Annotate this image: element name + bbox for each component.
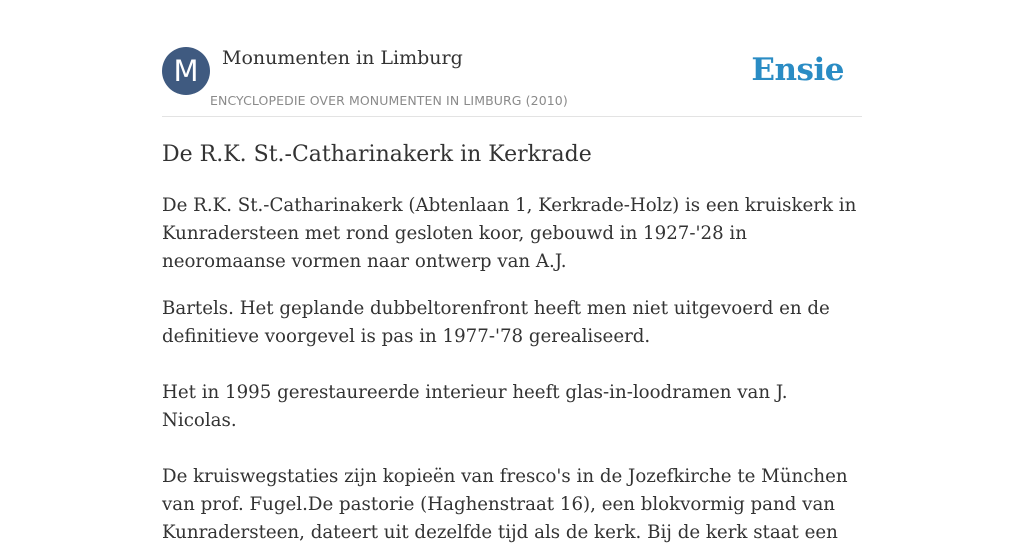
ensie-logo[interactable]: Ensie [751, 52, 844, 88]
article-paragraph: Het in 1995 gerestaureerde interieur heeft glas-in-loodramen van J. Nicolas. [162, 382, 788, 431]
source-title[interactable]: Monumenten in Limburg [222, 47, 463, 69]
article-paragraph: De kruiswegstaties zijn kopieën van fresco's in de Jozefkirche te München van prof. Fugel.De pastorie (Haghenstraat 16), een blokvormig pand van Kunradersteen, dateert uit dezelfde tijd als de kerk. Bij de kerk staat een [162, 466, 848, 543]
article-body [162, 192, 862, 547]
article-paragraph: De R.K. St.-Catharinakerk (Abtenlaan 1, Kerkrade-Holz) is een kruiskerk in Kunradersteen met rond gesloten koor, gebouwd in 1927-'28 in neoromaanse vormen naar ontwerp van A.J. [162, 195, 857, 272]
article-paragraph: Bartels. Het geplande dubbeltorenfront heeft men niet uitgevoerd en de definitieve voorgevel is pas in 1977-'78 gerealiseerd. [162, 298, 830, 347]
source-subtitle: ENCYCLOPEDIE OVER MONUMENTEN IN LIMBURG (2010) [210, 93, 568, 108]
source-avatar[interactable]: M [162, 47, 210, 95]
source-header [162, 46, 862, 117]
article-title: De R.K. St.-Catharinakerk in Kerkrade [162, 142, 592, 167]
